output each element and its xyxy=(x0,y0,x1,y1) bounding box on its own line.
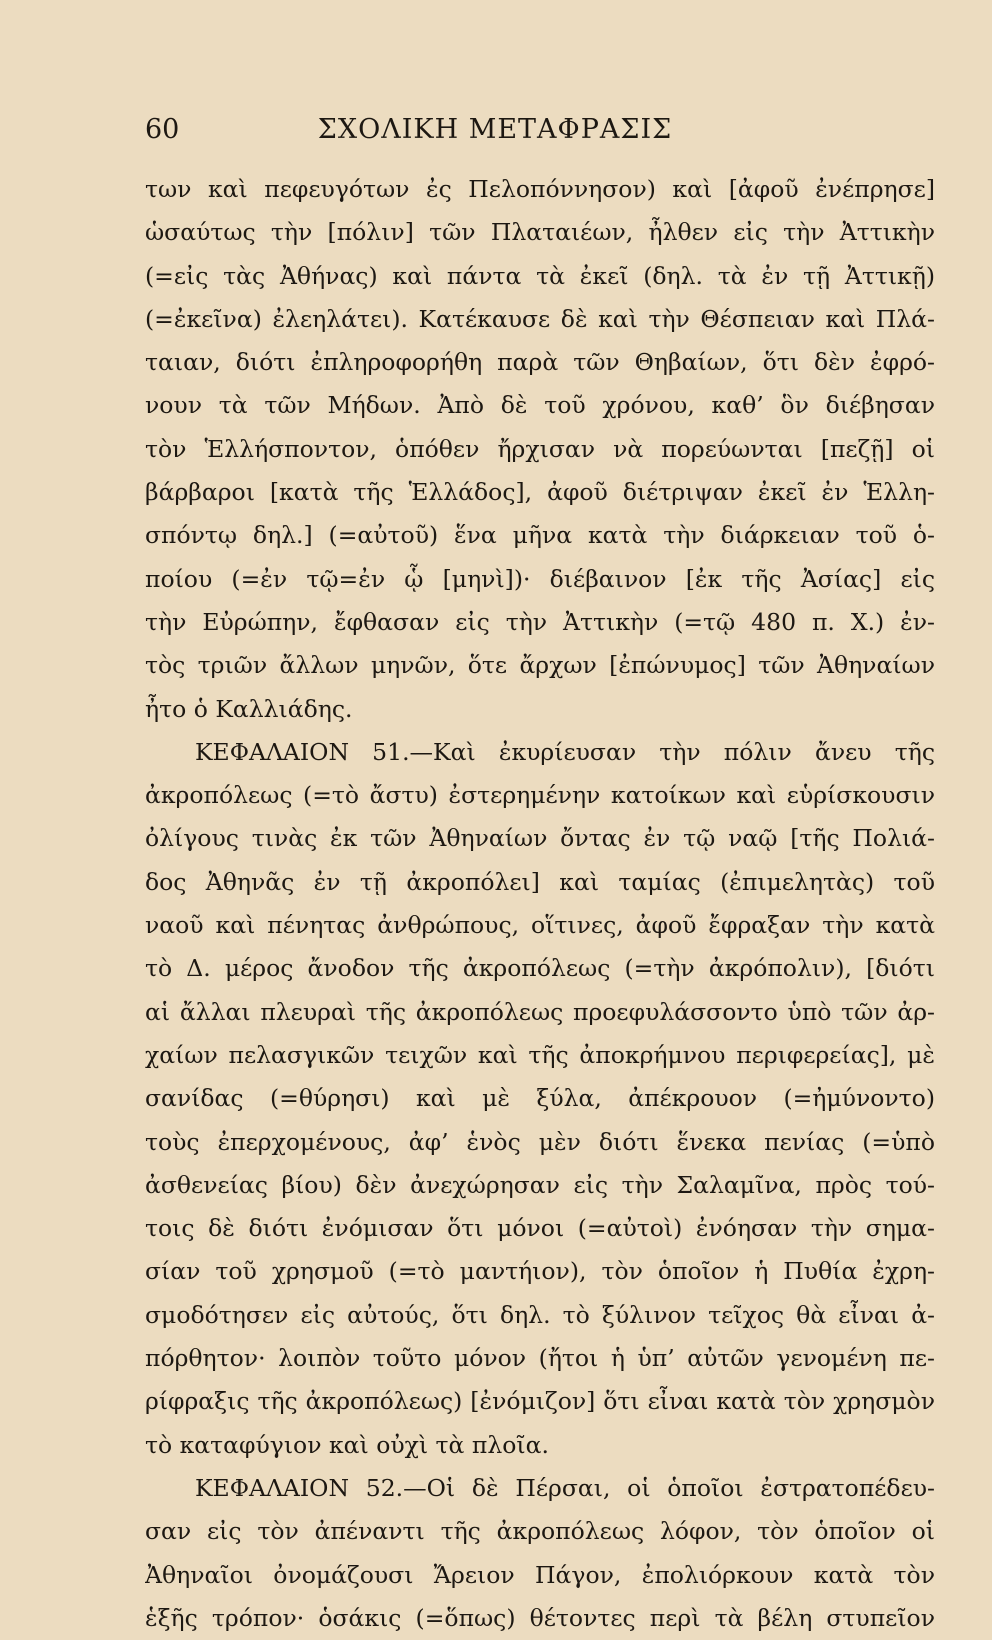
chapter-heading-51: ΚΕΦΑΛΑΙΟΝ 51.—Καὶ ἐκυρίευσαν τὴν πόλιν ἄνευ τῆς xyxy=(195,737,935,766)
text-line: ναοῦ καὶ πένητας ἀνθρώπους, οἵτινες, ἀφοῦ ἔφραξαν τὴν κατὰ xyxy=(145,911,935,940)
text-line: ἀκροπόλεως (=τὸ ἄστυ) ἐστερημένην κατοίκων καὶ εὑρίσκουσιν xyxy=(145,781,935,810)
text-line: ἦτο ὁ Καλλιάδης. xyxy=(145,694,353,723)
page-header xyxy=(145,112,845,148)
body-text xyxy=(145,168,935,1640)
running-title: ΣΧΟΛΙΚΗ ΜΕΤΑΦΡΑΣΙΣ xyxy=(317,114,673,145)
text-line: (=εἰς τὰς Ἀθήνας) καὶ πάντα τὰ ἐκεῖ (δηλ. τὰ ἐν τῇ Ἀττικῇ) xyxy=(145,261,935,290)
text-line: τὸ καταφύγιον καὶ οὐχὶ τὰ πλοῖα. xyxy=(145,1430,549,1459)
text-line: τὴν Εὐρώπην, ἔφθασαν εἰς τὴν Ἀττικὴν (=τῷ 480 π. Χ.) ἐν- xyxy=(145,607,935,636)
text-line: ἀσθενείας βίου) δὲν ἀνεχώρησαν εἰς τὴν Σαλαμῖνα, πρὸς τού- xyxy=(145,1170,935,1199)
text-line: σίαν τοῦ χρησμοῦ (=τὸ μαντήιον), τὸν ὁποῖον ἡ Πυθία ἐχρη- xyxy=(145,1257,935,1286)
text-line: (=ἐκεῖνα) ἐλεηλάτει). Κατέκαυσε δὲ καὶ τὴν Θέσπειαν καὶ Πλά- xyxy=(145,304,935,333)
text-line: βάρβαροι [κατὰ τῆς Ἑλλάδος], ἀφοῦ διέτριψαν ἐκεῖ ἐν Ἑλλη- xyxy=(145,478,935,507)
text-line: τὸ Δ. μέρος ἄνοδον τῆς ἀκροπόλεως (=τὴν ἀκρόπολιν), [διότι xyxy=(145,954,935,983)
text-line: ταιαν, διότι ἐπληροφορήθη παρὰ τῶν Θηβαίων, ὅτι δὲν ἐφρό- xyxy=(145,348,935,377)
text-line: τοὺς ἐπερχομένους, ἀφ’ ἑνὸς μὲν διότι ἕνεκα πενίας (=ὑπὸ xyxy=(145,1127,935,1156)
chapter-heading-52: ΚΕΦΑΛΑΙΟΝ 52.—Οἱ δὲ Πέρσαι, οἱ ὁποῖοι ἐστρατοπέδευ- xyxy=(195,1473,935,1502)
text-line: τὸν Ἑλλήσποντον, ὁπόθεν ἤρχισαν νὰ πορεύωνται [πεζῇ] οἱ xyxy=(145,434,935,463)
text-line: τοις δὲ διότι ἐνόμισαν ὅτι μόνοι (=αὐτοὶ) ἐνόησαν τὴν σημα- xyxy=(145,1214,935,1243)
text-line: σανίδας (=θύρησι) καὶ μὲ ξύλα, ἀπέκρουον (=ἠμύνοντο) xyxy=(145,1084,935,1113)
text-line: σμοδότησεν εἰς αὐτούς, ὅτι δηλ. τὸ ξύλινον τεῖχος θὰ εἶναι ἀ- xyxy=(145,1300,935,1329)
text-line: των καὶ πεφευγότων ἐς Πελοπόννησον) καὶ [ἀφοῦ ἐνέπρησε] xyxy=(145,175,935,203)
text-line: τὸς τριῶν ἄλλων μηνῶν, ὅτε ἄρχων [ἐπώνυμος] τῶν Ἀθηναίων xyxy=(145,651,935,680)
text-line: νουν τὰ τῶν Μήδων. Ἀπὸ δὲ τοῦ χρόνου, καθ’ ὃν διέβησαν xyxy=(145,391,935,420)
text-line: σπόντῳ δηλ.] (=αὐτοῦ) ἕνα μῆνα κατὰ τὴν διάρκειαν τοῦ ὁ- xyxy=(145,521,935,550)
text-line: πόρθητον· λοιπὸν τοῦτο μόνον (ἤτοι ἡ ὑπ’ αὐτῶν γενομένη πε- xyxy=(145,1344,935,1373)
text-line: ὀλίγους τινὰς ἐκ τῶν Ἀθηναίων ὄντας ἐν τῷ ναῷ [τῆς Πολιά- xyxy=(145,824,935,853)
text-line: δος Ἀθηνᾶς ἐν τῇ ἀκροπόλει] καὶ ταμίας (ἐπιμελητὰς) τοῦ xyxy=(145,867,935,896)
text-line: αἱ ἄλλαι πλευραὶ τῆς ἀκροπόλεως προεφυλάσσοντο ὑπὸ τῶν ἀρ- xyxy=(145,997,935,1026)
page-number: 60 xyxy=(145,114,180,145)
text-line: ρίφραξις τῆς ἀκροπόλεως) [ἐνόμιζον] ὅτι εἶναι κατὰ τὸν χρησμὸν xyxy=(145,1387,935,1416)
text-line: ὡσαύτως τὴν [πόλιν] τῶν Πλαταιέων, ἦλθεν εἰς τὴν Ἀττικὴν xyxy=(145,218,935,247)
text-line: ποίου (=ἐν τῷ=ἐν ᾧ [μηνὶ])· διέβαινον [ἐκ τῆς Ἀσίας] εἰς xyxy=(145,564,935,593)
text-line: ἑξῆς τρόπον· ὁσάκις (=ὅπως) θέτοντες περὶ τὰ βέλη στυπεῖον xyxy=(145,1603,935,1632)
text-line: χαίων πελασγικῶν τειχῶν καὶ τῆς ἀποκρήμνου περιφερείας], μὲ xyxy=(145,1040,935,1069)
text-line: Ἀθηναῖοι ὀνομάζουσι Ἄρειον Πάγον, ἐπολιόρκουν κατὰ τὸν xyxy=(145,1560,935,1589)
text-line: σαν εἰς τὸν ἀπέναντι τῆς ἀκροπόλεως λόφον, τὸν ὁποῖον οἱ xyxy=(145,1517,935,1546)
